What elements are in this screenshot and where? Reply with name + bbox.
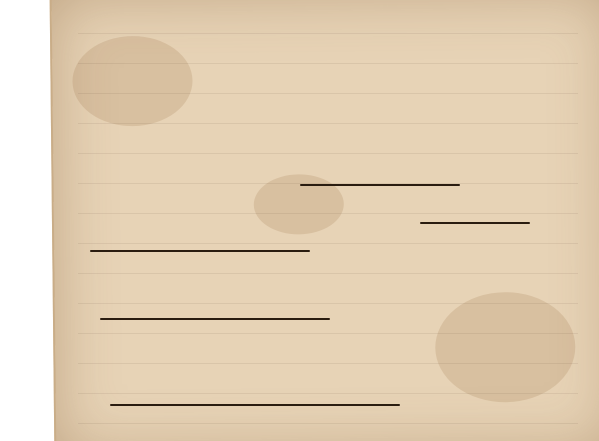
- manuscript-line: [78, 394, 578, 424]
- manuscript-line: [78, 124, 578, 154]
- underline-rule: [420, 222, 530, 224]
- manuscript-line: [78, 94, 578, 124]
- underline-rule: [300, 184, 460, 186]
- manuscript-line: [78, 244, 578, 274]
- manuscript-line: [78, 154, 578, 184]
- manuscript-line: [78, 64, 578, 94]
- manuscript-line: [78, 184, 578, 214]
- manuscript-line: [78, 424, 578, 441]
- manuscript-line: [78, 214, 578, 244]
- underline-rule: [100, 318, 330, 320]
- manuscript-line: [78, 334, 578, 364]
- underline-rule: [90, 250, 310, 252]
- underline-rule: [110, 404, 400, 406]
- manuscript-line: [78, 364, 578, 394]
- manuscript-line: [78, 34, 578, 64]
- manuscript-line: [78, 274, 578, 304]
- manuscript-line: [78, 4, 578, 34]
